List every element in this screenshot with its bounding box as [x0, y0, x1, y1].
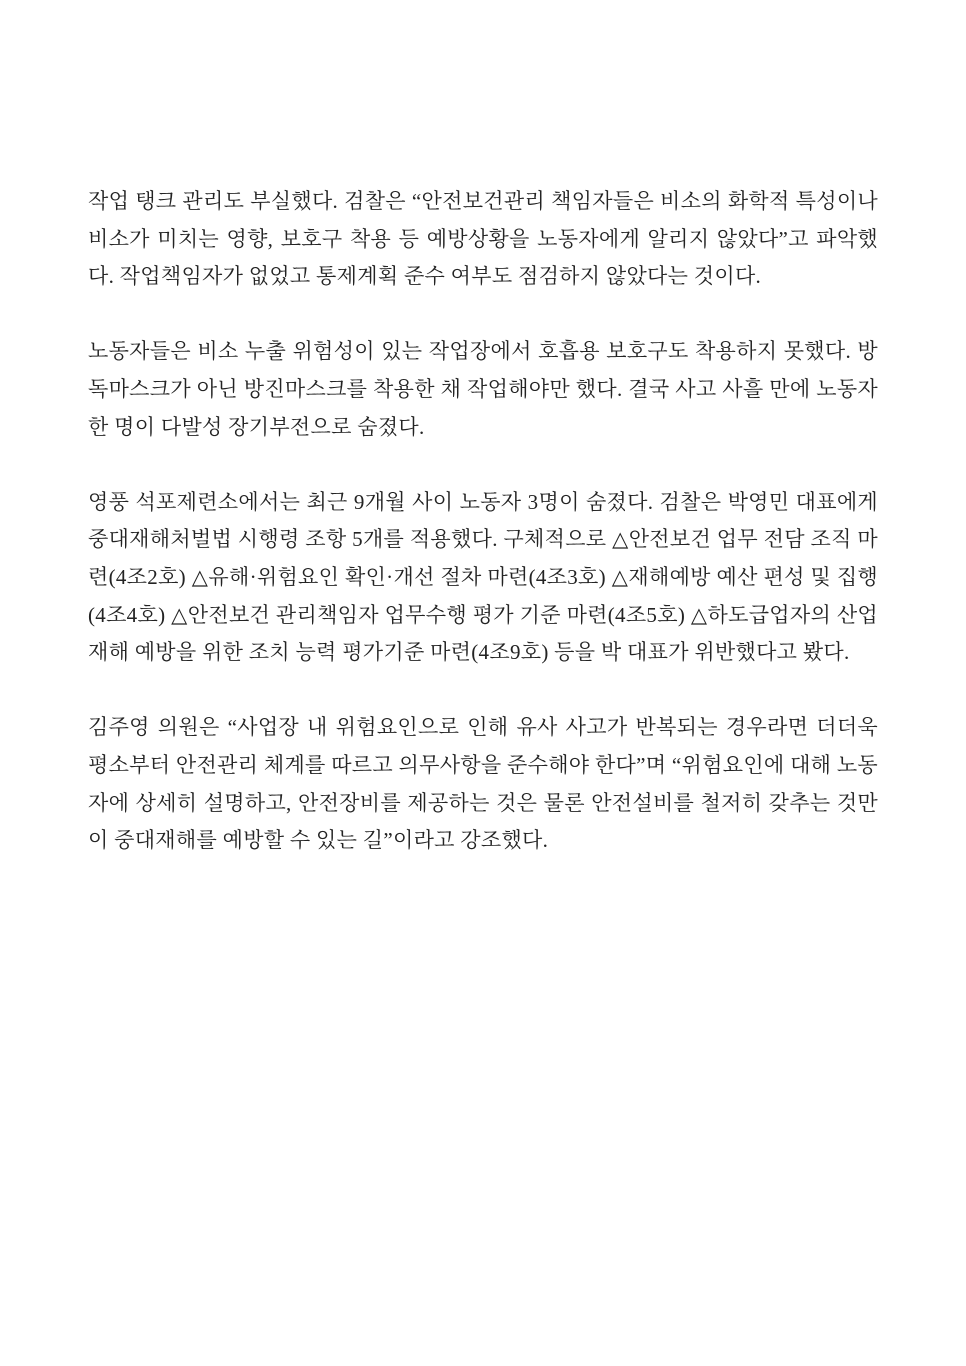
article-body: [88, 183, 878, 860]
article-paragraph-3: 영풍 석포제련소에서는 최근 9개월 사이 노동자 3명이 숨졌다. 검찰은 박영민 대표에게 중대재해처벌법 시행령 조항 5개를 적용했다. 구체적으로 △안전보건 업무 전담 조직 마련(4조2호) △유해·위험요인 확인·개선 절차 마련(4조3호) △재해예방 예산 편성 및 집행(4조4호) △안전보건 관리책임자 업무수행 평가 기준 마련(4조5호) △하도급업자의 산업재해 예방을 위한 조치 능력 평가기준 마련(4조9호) 등을 박 대표가 위반했다고 봤다.: [88, 489, 878, 665]
article-paragraph-4: 김주영 의원은 “사업장 내 위험요인으로 인해 유사 사고가 반복되는 경우라면 더더욱 평소부터 안전관리 체계를 따르고 의무사항을 준수해야 한다”며 “위험요인에 대해 노동자에 상세히 설명하고, 안전장비를 제공하는 것은 물론 안전설비를 철저히 갖추는 것만이 중대재해를 예방할 수 있는 길”이라고 강조했다.: [88, 715, 878, 853]
article-paragraph-1: 작업 탱크 관리도 부실했다. 검찰은 “안전보건관리 책임자들은 비소의 화학적 특성이나 비소가 미치는 영향, 보호구 착용 등 예방상황을 노동자에게 알리지 않았다”고 파악했다. 작업책임자가 없었고 통제계획 준수 여부도 점검하지 않았다는 것이다.: [88, 189, 878, 289]
article-paragraph-2: 노동자들은 비소 누출 위험성이 있는 작업장에서 호흡용 보호구도 착용하지 못했다. 방독마스크가 아닌 방진마스크를 착용한 채 작업해야만 했다. 결국 사고 사흘 만에 노동자 한 명이 다발성 장기부전으로 숨졌다.: [88, 339, 878, 439]
